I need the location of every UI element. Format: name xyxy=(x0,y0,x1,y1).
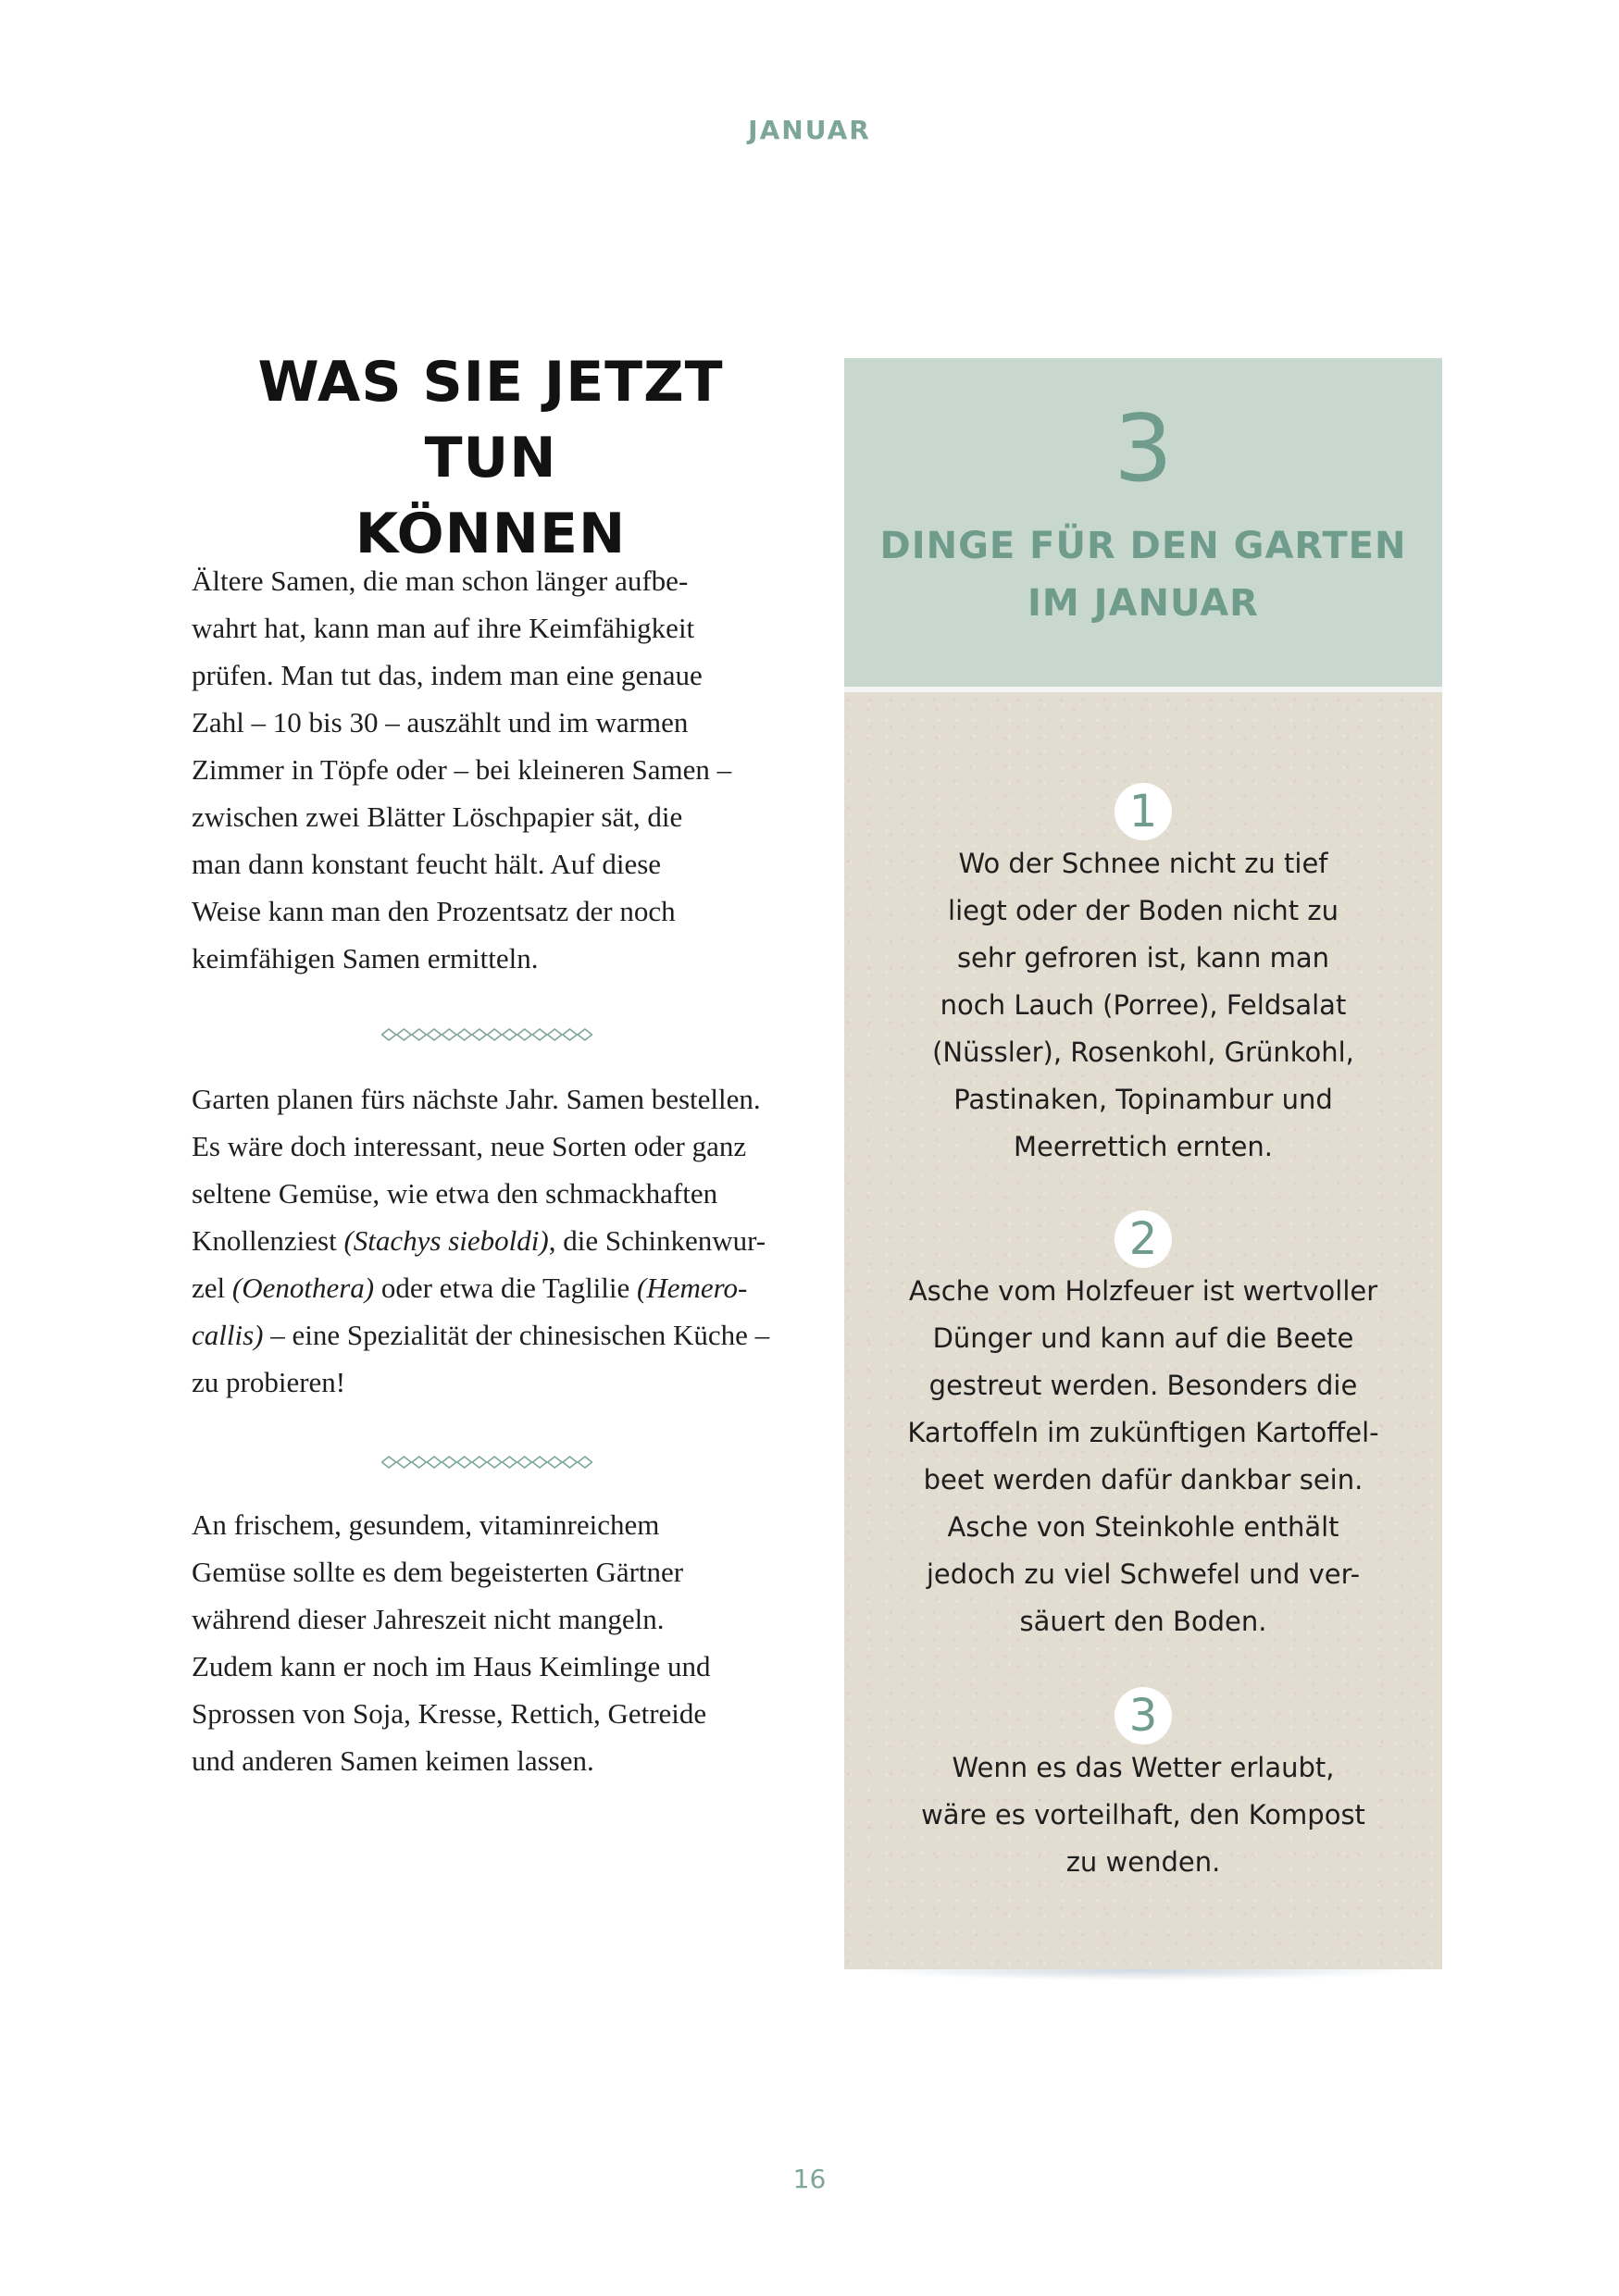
number-badge: 2 xyxy=(1115,1210,1172,1268)
text-line: Garten planen fürs nächste Jahr. Samen bestellen. xyxy=(192,1083,761,1115)
text-line: und anderen Samen keimen lassen. xyxy=(192,1744,594,1777)
title-line-2: KÖNNEN xyxy=(355,502,627,566)
text-line: sehr gefroren ist, kann man xyxy=(956,942,1330,974)
diamond-mark xyxy=(548,1457,562,1468)
diamond-mark xyxy=(548,1029,562,1040)
page-number: 16 xyxy=(792,2164,827,2194)
diamond-mark xyxy=(488,1029,502,1040)
diamond-mark xyxy=(578,1029,592,1040)
diamond-mark xyxy=(517,1029,531,1040)
text-line: Zudem kann er noch im Haus Keimlinge und xyxy=(192,1650,711,1682)
sidebar-header xyxy=(844,358,1442,687)
text-line: zu probieren! xyxy=(192,1366,346,1398)
latin-name: (Oenothera) xyxy=(231,1272,375,1304)
paragraph-seed-testing xyxy=(192,557,793,982)
text-line: wäre es vorteilhaft, den Kompost xyxy=(921,1799,1365,1831)
text-line: Gemüse sollte es dem begeisterten Gärtner xyxy=(192,1556,684,1588)
text-line: prüfen. Man tut das, indem man eine genaue xyxy=(192,659,703,691)
latin-name: (Stachys sieboldi) xyxy=(343,1224,549,1257)
diamond-mark xyxy=(488,1457,502,1468)
paragraph-vegetables xyxy=(192,1501,793,1784)
text-line: seltene Gemüse, wie etwa den schmackhaften xyxy=(192,1177,718,1210)
text-line: zu wenden. xyxy=(1065,1846,1221,1878)
text-line: Asche vom Holzfeuer ist wertvoller xyxy=(908,1275,1378,1307)
diamond-mark xyxy=(503,1029,517,1040)
text-line: Wo der Schnee nicht zu tief xyxy=(958,848,1328,879)
diamond-mark xyxy=(382,1029,396,1040)
sidebar-item-ash xyxy=(900,1268,1387,1645)
diamond-mark xyxy=(517,1457,531,1468)
diamond-mark xyxy=(412,1457,426,1468)
text-line: gestreut werden. Besonders die xyxy=(928,1370,1358,1401)
diamond-mark xyxy=(563,1457,577,1468)
text-line: jedoch zu viel Schwefel und ver- xyxy=(926,1558,1361,1590)
text-line: wahrt hat, kann man auf ihre Keimfähigkeit xyxy=(192,612,695,644)
item-number xyxy=(844,1210,1442,1268)
text-line: Ältere Samen, die man schon länger aufbe- xyxy=(192,565,689,597)
text-line: Asche von Steinkohle enthält xyxy=(947,1511,1339,1543)
number-badge: 3 xyxy=(1115,1687,1172,1744)
text-line: Dünger und kann auf die Beete xyxy=(932,1322,1354,1354)
diamond-mark xyxy=(412,1029,426,1040)
diamond-mark xyxy=(442,1457,456,1468)
diamond-mark xyxy=(397,1029,411,1040)
text-line: oder etwa die Taglilie xyxy=(374,1272,638,1304)
sidebar-item-harvest xyxy=(900,840,1387,1171)
text-line: noch Lauch (Porree), Feldsalat xyxy=(940,989,1347,1021)
text-line: Wenn es das Wetter erlaubt, xyxy=(952,1752,1335,1783)
diamond-mark xyxy=(457,1029,471,1040)
text-line: man dann konstant feucht hält. Auf diese xyxy=(192,848,662,880)
text-line: Zimmer in Töpfe oder – bei kleineren Samen – xyxy=(192,753,732,786)
diamond-mark xyxy=(397,1457,411,1468)
text-line: Zahl – 10 bis 30 – auszählt und im warmen xyxy=(192,706,689,738)
diamond-mark xyxy=(532,1029,546,1040)
diamond-mark xyxy=(472,1457,486,1468)
text-line: Weise kann man den Prozentsatz der noch xyxy=(192,895,676,927)
heading-line: IM JANUAR xyxy=(1027,582,1259,625)
diamond-mark xyxy=(563,1029,577,1040)
text-line: Sprossen von Soja, Kresse, Rettich, Getreide xyxy=(192,1697,707,1730)
text-line: keimfähigen Samen ermitteln. xyxy=(192,942,539,974)
text-line: , die Schinkenwur- xyxy=(548,1224,766,1257)
item-number xyxy=(844,1687,1442,1744)
diamond-mark xyxy=(382,1457,396,1468)
text-line: Es wäre doch interessant, neue Sorten oder ganz xyxy=(192,1130,747,1162)
text-line: – eine Spezialität der chinesischen Küche – xyxy=(263,1319,770,1351)
text-line: (Nüssler), Rosenkohl, Grünkohl, xyxy=(932,1036,1354,1068)
text-line: Kartoffeln im zukünftigen Kartoffel- xyxy=(907,1417,1379,1448)
diamond-mark xyxy=(503,1457,517,1468)
text-line: zwischen zwei Blätter Löschpapier sät, die xyxy=(192,800,683,833)
diamond-mark xyxy=(442,1029,456,1040)
text-line: Meerrettich ernten. xyxy=(1013,1131,1274,1162)
page-title xyxy=(185,344,796,572)
text-line: liegt oder der Boden nicht zu xyxy=(948,895,1339,926)
diamond-mark xyxy=(472,1029,486,1040)
diamond-mark xyxy=(578,1457,592,1468)
sidebar-item-compost xyxy=(900,1744,1387,1886)
text-line: beet werden dafür dankbar sein. xyxy=(923,1464,1364,1496)
heading-line: DINGE FÜR DEN GARTEN xyxy=(879,525,1407,567)
diamond-mark xyxy=(532,1457,546,1468)
text-line: während dieser Jahreszeit nicht mangeln. xyxy=(192,1603,665,1635)
ornament-divider xyxy=(381,1027,592,1042)
text-line: Pastinaken, Topinambur und xyxy=(953,1084,1333,1115)
diamond-mark xyxy=(427,1457,441,1468)
number-badge: 1 xyxy=(1115,783,1172,840)
text-line: Knollenziest xyxy=(192,1224,344,1257)
latin-name: (Hemero- xyxy=(637,1272,748,1304)
item-number xyxy=(844,783,1442,840)
diamond-mark xyxy=(427,1029,441,1040)
diamond-mark xyxy=(457,1457,471,1468)
running-head: JANUAR xyxy=(748,115,871,145)
title-line-1: WAS SIE JETZT TUN xyxy=(257,350,724,490)
text-line: An frischem, gesundem, vitaminreichem xyxy=(192,1508,660,1541)
ornament-divider xyxy=(381,1455,592,1470)
sidebar-number: 3 xyxy=(1114,394,1173,503)
latin-name: callis) xyxy=(192,1319,264,1351)
sidebar-body xyxy=(844,692,1442,1969)
text-line: säuert den Boden. xyxy=(1019,1606,1267,1637)
paragraph-garden-planning xyxy=(192,1075,793,1406)
sidebar-heading xyxy=(844,517,1442,632)
text-line: zel xyxy=(192,1272,232,1304)
